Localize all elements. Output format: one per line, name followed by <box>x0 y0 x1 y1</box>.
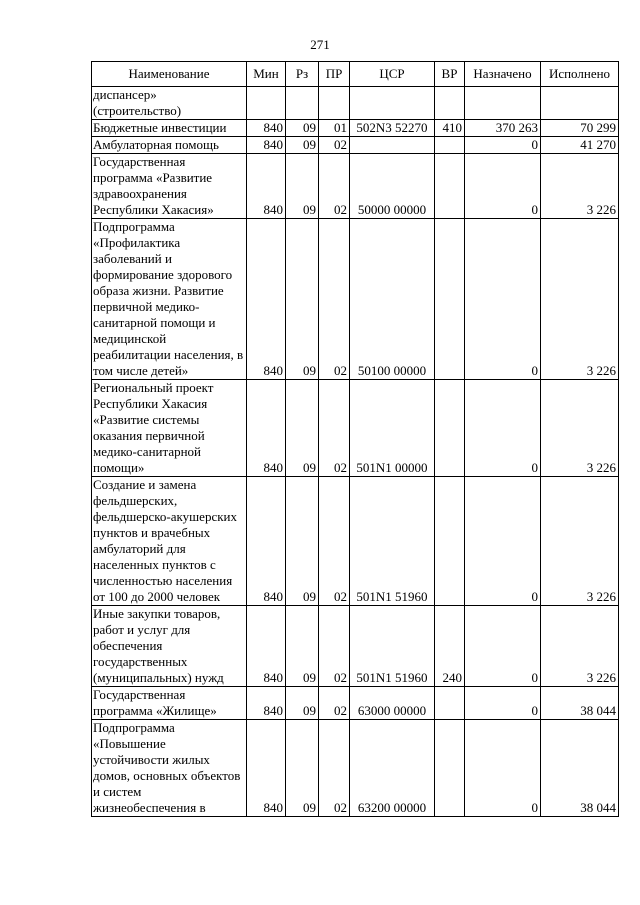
row-pr: 02 <box>319 606 350 687</box>
page-number: 271 <box>310 37 330 52</box>
row-name: Подпрограмма «Повышение устойчивости жилых домов, основных объектов и систем жизнеобеспечения в <box>92 720 247 817</box>
row-rz: 09 <box>286 380 319 477</box>
row-executed: 38 044 <box>541 687 619 720</box>
table-row <box>92 606 619 687</box>
row-assigned: 0 <box>465 137 541 154</box>
row-rz: 09 <box>286 477 319 606</box>
header-assigned: Назначено <box>465 62 541 87</box>
row-assigned: 0 <box>465 219 541 380</box>
row-executed <box>541 87 619 120</box>
row-assigned: 0 <box>465 154 541 219</box>
row-min: 840 <box>247 380 286 477</box>
budget-table <box>91 61 619 817</box>
row-executed: 3 226 <box>541 380 619 477</box>
table-row <box>92 477 619 606</box>
row-vr <box>435 720 465 817</box>
row-min: 840 <box>247 154 286 219</box>
row-pr <box>319 87 350 120</box>
row-assigned: 0 <box>465 720 541 817</box>
table-row <box>92 720 619 817</box>
row-csr: 501N1 00000 <box>350 380 435 477</box>
row-vr <box>435 137 465 154</box>
row-assigned: 0 <box>465 380 541 477</box>
row-csr: 50100 00000 <box>350 219 435 380</box>
row-name: Государственная программа «Жилище» <box>92 687 247 720</box>
row-executed: 41 270 <box>541 137 619 154</box>
row-rz: 09 <box>286 219 319 380</box>
row-csr <box>350 137 435 154</box>
row-rz: 09 <box>286 137 319 154</box>
row-vr <box>435 154 465 219</box>
table-row <box>92 380 619 477</box>
row-min <box>247 87 286 120</box>
row-assigned: 0 <box>465 477 541 606</box>
row-csr: 63000 00000 <box>350 687 435 720</box>
row-name: диспансер» (строительство) <box>92 87 247 120</box>
row-vr: 410 <box>435 120 465 137</box>
table-header-row <box>92 62 619 87</box>
row-rz <box>286 87 319 120</box>
row-assigned <box>465 87 541 120</box>
table-row <box>92 87 619 120</box>
row-executed: 3 226 <box>541 477 619 606</box>
header-name: Наименование <box>92 62 247 87</box>
row-min: 840 <box>247 219 286 380</box>
row-rz: 09 <box>286 687 319 720</box>
header-vr: ВР <box>435 62 465 87</box>
row-assigned: 370 263 <box>465 120 541 137</box>
row-min: 840 <box>247 720 286 817</box>
header-csr: ЦСР <box>350 62 435 87</box>
row-csr <box>350 87 435 120</box>
row-executed: 3 226 <box>541 606 619 687</box>
row-executed: 3 226 <box>541 154 619 219</box>
table-row <box>92 219 619 380</box>
row-name: Амбулаторная помощь <box>92 137 247 154</box>
table-row <box>92 154 619 219</box>
row-vr <box>435 87 465 120</box>
row-csr: 502N3 52270 <box>350 120 435 137</box>
row-pr: 02 <box>319 720 350 817</box>
row-csr: 501N1 51960 <box>350 477 435 606</box>
row-rz: 09 <box>286 720 319 817</box>
row-pr: 02 <box>319 154 350 219</box>
row-vr <box>435 219 465 380</box>
row-min: 840 <box>247 606 286 687</box>
row-assigned: 0 <box>465 687 541 720</box>
row-rz: 09 <box>286 606 319 687</box>
row-pr: 02 <box>319 137 350 154</box>
row-rz: 09 <box>286 120 319 137</box>
row-name: Создание и замена фельдшерских, фельдшерско-акушерских пунктов и врачебных амбулаторий для населенных пунктов с численностью населения от 100 до 2000 человек <box>92 477 247 606</box>
row-pr: 02 <box>319 477 350 606</box>
row-name: Региональный проект Республики Хакасия «Развитие системы оказания первичной медико-санитарной помощи» <box>92 380 247 477</box>
row-name: Иные закупки товаров, работ и услуг для обеспечения государственных (муниципальных) нужд <box>92 606 247 687</box>
row-min: 840 <box>247 687 286 720</box>
row-pr: 02 <box>319 380 350 477</box>
table-row <box>92 137 619 154</box>
row-pr: 02 <box>319 687 350 720</box>
row-csr: 50000 00000 <box>350 154 435 219</box>
header-pr: ПР <box>319 62 350 87</box>
row-vr <box>435 687 465 720</box>
row-executed: 70 299 <box>541 120 619 137</box>
row-min: 840 <box>247 120 286 137</box>
row-pr: 02 <box>319 219 350 380</box>
row-vr <box>435 380 465 477</box>
header-rz: Рз <box>286 62 319 87</box>
row-vr: 240 <box>435 606 465 687</box>
row-pr: 01 <box>319 120 350 137</box>
row-min: 840 <box>247 137 286 154</box>
table-row <box>92 120 619 137</box>
row-assigned: 0 <box>465 606 541 687</box>
row-vr <box>435 477 465 606</box>
row-rz: 09 <box>286 154 319 219</box>
row-name: Подпрограмма «Профилактика заболеваний и формирование здорового образа жизни. Развитие первичной медико-санитарной помощи и медицинской реабилитации населения, в том числе детей» <box>92 219 247 380</box>
header-min: Мин <box>247 62 286 87</box>
row-min: 840 <box>247 477 286 606</box>
row-csr: 501N1 51960 <box>350 606 435 687</box>
row-csr: 63200 00000 <box>350 720 435 817</box>
row-executed: 38 044 <box>541 720 619 817</box>
row-name: Государственная программа «Развитие здравоохранения Республики Хакасия» <box>92 154 247 219</box>
table-row <box>92 687 619 720</box>
row-name: Бюджетные инвестиции <box>92 120 247 137</box>
header-executed: Исполнено <box>541 62 619 87</box>
row-executed: 3 226 <box>541 219 619 380</box>
